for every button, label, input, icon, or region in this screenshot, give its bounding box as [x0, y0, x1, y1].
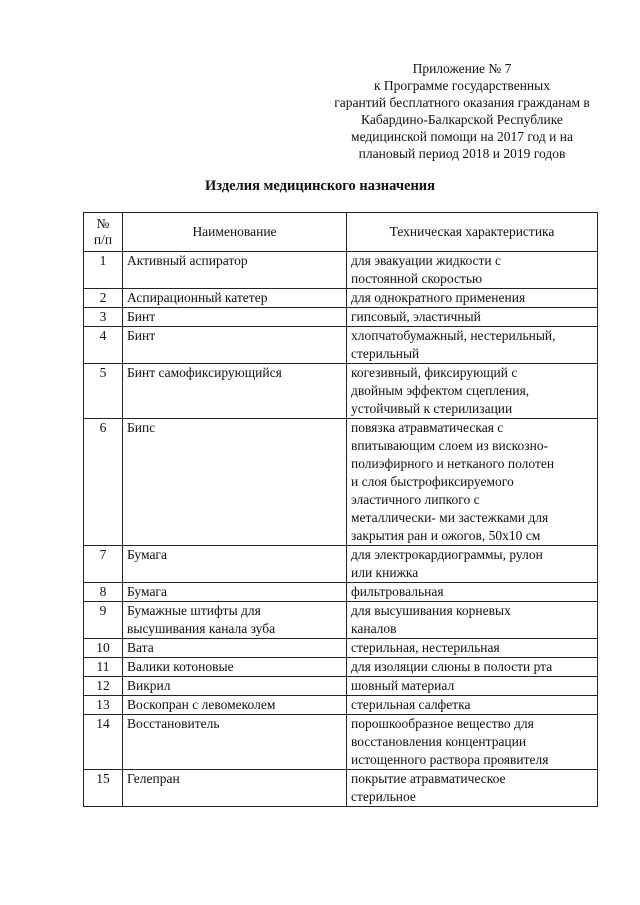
- row-name-line: Бипс: [127, 420, 156, 435]
- table-row: [84, 289, 598, 308]
- row-number: 10: [84, 639, 123, 658]
- row-spec-line: стерильная, нестерильная: [351, 640, 500, 655]
- table-row: [84, 252, 598, 289]
- appendix-line: медицинской помощи на 2017 год и на: [351, 129, 573, 144]
- row-name: [123, 308, 347, 327]
- row-spec: [347, 677, 598, 696]
- row-name-line: Гелепран: [127, 771, 180, 786]
- row-spec-line: или книжка: [351, 565, 419, 580]
- table-row: [84, 677, 598, 696]
- row-name: [123, 770, 347, 807]
- row-spec-line: порошкообразное вещество для: [351, 716, 534, 731]
- row-spec-line: двойным эффектом сцепления,: [351, 383, 530, 398]
- row-spec-line: и слоя быстрофиксируемого: [351, 474, 514, 489]
- table-row: [84, 602, 598, 639]
- row-name: [123, 696, 347, 715]
- row-name-line: Бумажные штифты для: [127, 603, 261, 618]
- row-number: 5: [84, 364, 123, 419]
- row-name-line: Бумага: [127, 584, 167, 599]
- row-spec: [347, 639, 598, 658]
- row-spec-line: истощенного раствора проявителя: [351, 752, 549, 767]
- row-spec: [347, 419, 598, 546]
- row-spec-line: фильтровальная: [351, 584, 444, 599]
- row-name-line: Аспирационный катетер: [127, 290, 268, 305]
- row-spec-line: восстановления концентрации: [351, 734, 527, 749]
- row-spec: [347, 308, 598, 327]
- row-spec-line: каналов: [351, 621, 397, 636]
- table-row: [84, 583, 598, 602]
- row-spec-line: повязка атравматическая с: [351, 420, 504, 435]
- row-spec: [347, 770, 598, 807]
- appendix-header: [318, 60, 606, 162]
- table-row: [84, 308, 598, 327]
- row-spec-line: для изоляции слюны в полости рта: [351, 659, 553, 674]
- row-name: [123, 419, 347, 546]
- row-spec: [347, 658, 598, 677]
- row-spec-line: покрытие атравматическое: [351, 771, 506, 786]
- row-spec-line: для высушивания корневых: [351, 603, 511, 618]
- header-name: Наименование: [123, 213, 347, 252]
- row-spec-line: полиэфирного и нетканого полотен: [351, 456, 555, 471]
- row-name: [123, 327, 347, 364]
- row-name-line: Вата: [127, 640, 154, 655]
- row-spec: [347, 696, 598, 715]
- row-number: 12: [84, 677, 123, 696]
- row-name-line: Валики котоновые: [127, 659, 234, 674]
- table-row: [84, 770, 598, 807]
- row-name: [123, 677, 347, 696]
- row-name-line: Бумага: [127, 547, 167, 562]
- header-number-line: п/п: [93, 232, 113, 247]
- row-number: 2: [84, 289, 123, 308]
- row-spec-line: закрытия ран и ожогов, 50x10 см: [351, 528, 541, 543]
- row-name: [123, 715, 347, 770]
- row-name: [123, 583, 347, 602]
- row-spec-line: когезивный, фиксирующий с: [351, 365, 518, 380]
- row-spec: [347, 715, 598, 770]
- table-row: [84, 364, 598, 419]
- appendix-line: гарантий бесплатного оказания гражданам в: [334, 95, 590, 110]
- appendix-line: к Программе государственных: [374, 78, 550, 93]
- row-spec-line: для электрокардиограммы, рулон: [351, 547, 543, 562]
- row-number: 7: [84, 546, 123, 583]
- row-number: 14: [84, 715, 123, 770]
- row-number: 9: [84, 602, 123, 639]
- row-name: [123, 546, 347, 583]
- row-spec-line: хлопчатобумажный, нестерильный,: [351, 328, 556, 343]
- row-number: 4: [84, 327, 123, 364]
- header-spec: Техническая характеристика: [347, 213, 598, 252]
- table-body: [84, 252, 598, 807]
- row-spec-line: стерильная салфетка: [351, 697, 471, 712]
- row-name: [123, 289, 347, 308]
- table-row: [84, 546, 598, 583]
- header-number-line: №: [96, 216, 110, 231]
- row-spec: [347, 602, 598, 639]
- row-spec-line: постоянной скоростью: [351, 271, 483, 286]
- appendix-line: Кабардино-Балкарской Республике: [361, 112, 563, 127]
- appendix-line: плановый период 2018 и 2019 годов: [358, 146, 566, 161]
- row-name-line: Активный аспиратор: [127, 253, 248, 268]
- table-row: [84, 419, 598, 546]
- table-row: [84, 639, 598, 658]
- row-name-line: высушивания канала зуба: [127, 621, 276, 636]
- row-number: 15: [84, 770, 123, 807]
- row-name-line: Восстановитель: [127, 716, 220, 731]
- row-spec: [347, 583, 598, 602]
- row-name: [123, 252, 347, 289]
- row-name: [123, 639, 347, 658]
- appendix-line: Приложение № 7: [412, 61, 512, 76]
- table-row: [84, 715, 598, 770]
- row-spec: [347, 546, 598, 583]
- row-name-line: Бинт самофиксирующийся: [127, 365, 282, 380]
- row-name-line: Викрил: [127, 678, 171, 693]
- items-table: [83, 212, 598, 807]
- row-spec-line: шовный материал: [351, 678, 455, 693]
- row-name-line: Бинт: [127, 328, 156, 343]
- header-number: [84, 213, 123, 252]
- row-spec-line: металлически- ми застежками для: [351, 510, 549, 525]
- row-spec-line: гипсовый, эластичный: [351, 309, 481, 324]
- row-name-line: Бинт: [127, 309, 156, 324]
- row-name: [123, 364, 347, 419]
- row-number: 8: [84, 583, 123, 602]
- row-spec: [347, 364, 598, 419]
- row-number: 13: [84, 696, 123, 715]
- table-row: [84, 696, 598, 715]
- row-spec: [347, 252, 598, 289]
- row-number: 1: [84, 252, 123, 289]
- row-name: [123, 602, 347, 639]
- document-title: Изделия медицинского назначения: [204, 178, 436, 194]
- row-spec-line: устойчивый к стерилизации: [351, 401, 513, 416]
- row-number: 11: [84, 658, 123, 677]
- table-row: [84, 327, 598, 364]
- row-number: 3: [84, 308, 123, 327]
- row-spec: [347, 289, 598, 308]
- row-number: 6: [84, 419, 123, 546]
- row-spec-line: эластичного липкого с: [351, 492, 480, 507]
- table-row: [84, 658, 598, 677]
- row-name-line: Воскопран с левомеколем: [127, 697, 276, 712]
- row-spec-line: для эвакуации жидкости с: [351, 253, 502, 268]
- row-spec-line: для однократного применения: [351, 290, 526, 305]
- row-spec-line: стерильное: [351, 789, 416, 804]
- row-spec: [347, 327, 598, 364]
- row-spec-line: стерильный: [351, 346, 420, 361]
- row-spec-line: впитывающим слоем из вискозно-: [351, 438, 549, 453]
- table-header-row: [84, 213, 598, 252]
- row-name: [123, 658, 347, 677]
